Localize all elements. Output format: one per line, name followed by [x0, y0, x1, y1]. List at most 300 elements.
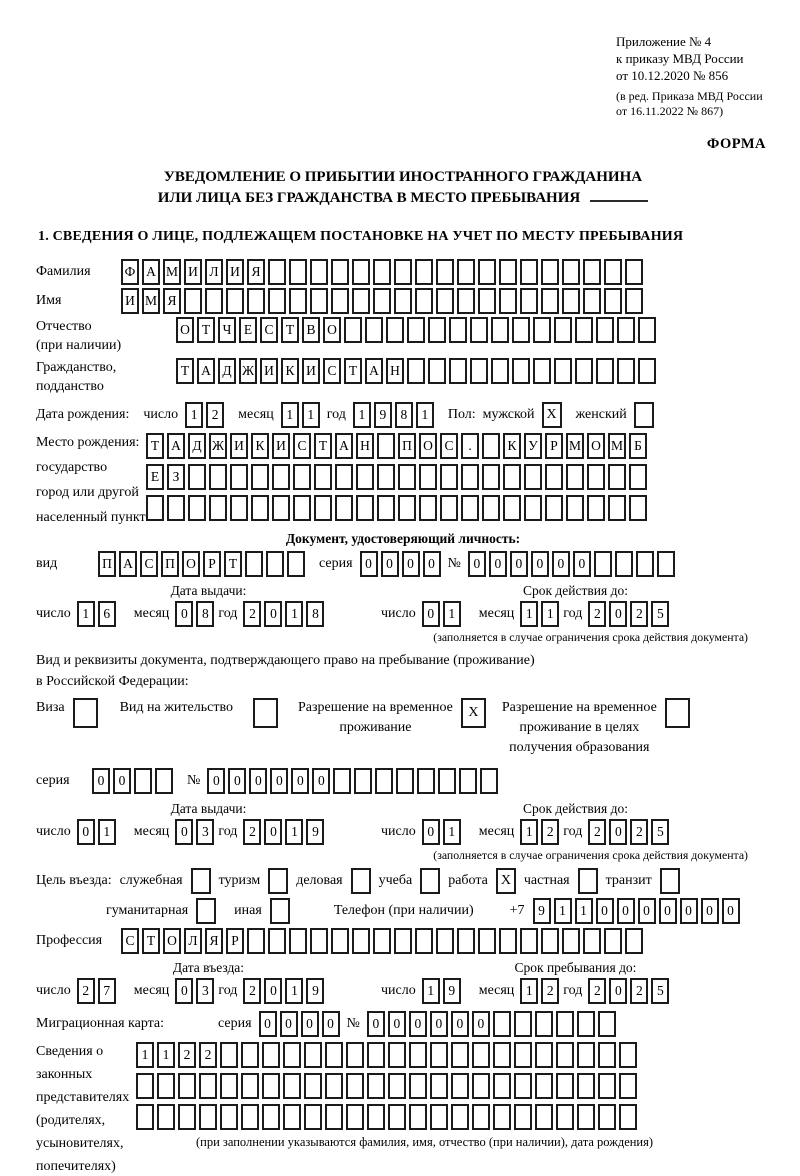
- form-cell[interactable]: [331, 259, 349, 285]
- form-cell[interactable]: 1: [416, 402, 434, 428]
- form-cell[interactable]: [251, 464, 269, 490]
- form-cell[interactable]: [377, 464, 395, 490]
- form-cell[interactable]: 8: [306, 601, 324, 627]
- form-cell[interactable]: [396, 768, 414, 794]
- form-cell[interactable]: [554, 358, 572, 384]
- form-cell[interactable]: [356, 495, 374, 521]
- form-cell[interactable]: 2: [178, 1042, 196, 1068]
- form-cell[interactable]: [367, 1073, 385, 1099]
- form-cell[interactable]: [520, 259, 538, 285]
- form-cell[interactable]: [352, 928, 370, 954]
- form-cell[interactable]: 0: [430, 1011, 448, 1037]
- form-cell[interactable]: [283, 1042, 301, 1068]
- form-cell[interactable]: О: [163, 928, 181, 954]
- form-cell[interactable]: 0: [596, 898, 614, 924]
- form-cell[interactable]: [398, 464, 416, 490]
- form-cell[interactable]: [556, 1011, 574, 1037]
- purpose-transit-checkbox[interactable]: [660, 868, 680, 894]
- form-cell[interactable]: [478, 928, 496, 954]
- form-cell[interactable]: [331, 288, 349, 314]
- form-cell[interactable]: [289, 288, 307, 314]
- form-cell[interactable]: 1: [541, 601, 559, 627]
- form-cell[interactable]: .: [461, 433, 479, 459]
- form-cell[interactable]: [419, 495, 437, 521]
- purpose-humanitarian-checkbox[interactable]: [196, 898, 216, 924]
- form-cell[interactable]: [394, 259, 412, 285]
- form-cell[interactable]: [346, 1042, 364, 1068]
- form-cell[interactable]: 9: [306, 819, 324, 845]
- form-cell[interactable]: [524, 464, 542, 490]
- form-cell[interactable]: [409, 1073, 427, 1099]
- form-cell[interactable]: [480, 768, 498, 794]
- form-cell[interactable]: [629, 495, 647, 521]
- form-cell[interactable]: [535, 1104, 553, 1130]
- form-cell[interactable]: [373, 259, 391, 285]
- form-cell[interactable]: 0: [609, 601, 627, 627]
- form-cell[interactable]: 1: [353, 402, 371, 428]
- form-cell[interactable]: К: [251, 433, 269, 459]
- form-cell[interactable]: [472, 1073, 490, 1099]
- form-cell[interactable]: 8: [196, 601, 214, 627]
- form-cell[interactable]: [226, 288, 244, 314]
- form-cell[interactable]: 0: [301, 1011, 319, 1037]
- form-cell[interactable]: [344, 317, 362, 343]
- form-cell[interactable]: [440, 464, 458, 490]
- form-cell[interactable]: [459, 768, 477, 794]
- temp-residence-checkbox[interactable]: X: [461, 698, 486, 728]
- form-cell[interactable]: [262, 1073, 280, 1099]
- form-cell[interactable]: [283, 1104, 301, 1130]
- form-cell[interactable]: 1: [554, 898, 572, 924]
- form-cell[interactable]: [388, 1104, 406, 1130]
- form-cell[interactable]: 9: [374, 402, 392, 428]
- form-cell[interactable]: П: [398, 433, 416, 459]
- purpose-study-checkbox[interactable]: [420, 868, 440, 894]
- form-cell[interactable]: 0: [552, 551, 570, 577]
- form-cell[interactable]: С: [140, 551, 158, 577]
- form-cell[interactable]: 0: [617, 898, 635, 924]
- form-cell[interactable]: [325, 1042, 343, 1068]
- form-cell[interactable]: А: [119, 551, 137, 577]
- form-cell[interactable]: [520, 288, 538, 314]
- form-cell[interactable]: [598, 1011, 616, 1037]
- form-cell[interactable]: [575, 358, 593, 384]
- form-cell[interactable]: [482, 464, 500, 490]
- form-cell[interactable]: 0: [264, 978, 282, 1004]
- form-cell[interactable]: [268, 259, 286, 285]
- form-cell[interactable]: 1: [281, 402, 299, 428]
- form-cell[interactable]: [577, 1042, 595, 1068]
- form-cell[interactable]: Д: [188, 433, 206, 459]
- form-cell[interactable]: 9: [533, 898, 551, 924]
- form-cell[interactable]: [619, 1042, 637, 1068]
- form-cell[interactable]: [657, 551, 675, 577]
- form-cell[interactable]: [428, 358, 446, 384]
- form-cell[interactable]: 0: [680, 898, 698, 924]
- form-cell[interactable]: 2: [588, 978, 606, 1004]
- form-cell[interactable]: [283, 1073, 301, 1099]
- form-cell[interactable]: Д: [218, 358, 236, 384]
- form-cell[interactable]: 2: [206, 402, 224, 428]
- form-cell[interactable]: [533, 358, 551, 384]
- form-cell[interactable]: [598, 1104, 616, 1130]
- form-cell[interactable]: [262, 1104, 280, 1130]
- form-cell[interactable]: [367, 1104, 385, 1130]
- form-cell[interactable]: [199, 1073, 217, 1099]
- form-cell[interactable]: 0: [609, 819, 627, 845]
- form-cell[interactable]: [499, 288, 517, 314]
- form-cell[interactable]: [449, 358, 467, 384]
- form-cell[interactable]: [388, 1042, 406, 1068]
- form-cell[interactable]: 1: [302, 402, 320, 428]
- form-cell[interactable]: [346, 1073, 364, 1099]
- form-cell[interactable]: 0: [609, 978, 627, 1004]
- form-cell[interactable]: [346, 1104, 364, 1130]
- form-cell[interactable]: [535, 1073, 553, 1099]
- form-cell[interactable]: К: [503, 433, 521, 459]
- form-cell[interactable]: 0: [228, 768, 246, 794]
- form-cell[interactable]: [209, 495, 227, 521]
- form-cell[interactable]: 8: [395, 402, 413, 428]
- form-cell[interactable]: 2: [588, 819, 606, 845]
- form-cell[interactable]: И: [272, 433, 290, 459]
- form-cell[interactable]: 2: [243, 978, 261, 1004]
- form-cell[interactable]: [436, 928, 454, 954]
- form-cell[interactable]: [533, 317, 551, 343]
- female-checkbox[interactable]: [634, 402, 654, 428]
- form-cell[interactable]: [625, 259, 643, 285]
- form-cell[interactable]: 0: [77, 819, 95, 845]
- form-cell[interactable]: [188, 464, 206, 490]
- form-cell[interactable]: [577, 1104, 595, 1130]
- form-cell[interactable]: [188, 495, 206, 521]
- form-cell[interactable]: Ч: [218, 317, 236, 343]
- form-cell[interactable]: [375, 768, 393, 794]
- form-cell[interactable]: [449, 317, 467, 343]
- form-cell[interactable]: 2: [77, 978, 95, 1004]
- form-cell[interactable]: [262, 1042, 280, 1068]
- form-cell[interactable]: И: [260, 358, 278, 384]
- form-cell[interactable]: [157, 1104, 175, 1130]
- form-cell[interactable]: [272, 464, 290, 490]
- form-cell[interactable]: У: [524, 433, 542, 459]
- form-cell[interactable]: 0: [701, 898, 719, 924]
- form-cell[interactable]: [167, 495, 185, 521]
- form-cell[interactable]: [583, 288, 601, 314]
- form-cell[interactable]: [436, 288, 454, 314]
- form-cell[interactable]: А: [365, 358, 383, 384]
- form-cell[interactable]: 0: [264, 601, 282, 627]
- form-cell[interactable]: [394, 288, 412, 314]
- form-cell[interactable]: [514, 1104, 532, 1130]
- form-cell[interactable]: А: [335, 433, 353, 459]
- form-cell[interactable]: 0: [422, 819, 440, 845]
- form-cell[interactable]: [241, 1104, 259, 1130]
- form-cell[interactable]: [587, 495, 605, 521]
- form-cell[interactable]: 0: [388, 1011, 406, 1037]
- form-cell[interactable]: И: [121, 288, 139, 314]
- form-cell[interactable]: [617, 358, 635, 384]
- form-cell[interactable]: И: [302, 358, 320, 384]
- form-cell[interactable]: [365, 317, 383, 343]
- form-cell[interactable]: О: [323, 317, 341, 343]
- form-cell[interactable]: [493, 1042, 511, 1068]
- form-cell[interactable]: [304, 1042, 322, 1068]
- form-cell[interactable]: Т: [314, 433, 332, 459]
- form-cell[interactable]: Р: [203, 551, 221, 577]
- form-cell[interactable]: 0: [175, 819, 193, 845]
- form-cell[interactable]: [220, 1104, 238, 1130]
- form-cell[interactable]: [335, 495, 353, 521]
- form-cell[interactable]: Р: [545, 433, 563, 459]
- form-cell[interactable]: 0: [409, 1011, 427, 1037]
- form-cell[interactable]: [562, 288, 580, 314]
- form-cell[interactable]: [415, 288, 433, 314]
- form-cell[interactable]: З: [167, 464, 185, 490]
- form-cell[interactable]: О: [419, 433, 437, 459]
- form-cell[interactable]: [556, 1104, 574, 1130]
- form-cell[interactable]: [407, 358, 425, 384]
- form-cell[interactable]: [352, 259, 370, 285]
- purpose-private-checkbox[interactable]: [578, 868, 598, 894]
- form-cell[interactable]: [386, 317, 404, 343]
- form-cell[interactable]: [545, 495, 563, 521]
- form-cell[interactable]: О: [176, 317, 194, 343]
- form-cell[interactable]: [625, 288, 643, 314]
- form-cell[interactable]: [482, 495, 500, 521]
- form-cell[interactable]: 0: [531, 551, 549, 577]
- form-cell[interactable]: 0: [249, 768, 267, 794]
- form-cell[interactable]: 2: [243, 819, 261, 845]
- form-cell[interactable]: [310, 928, 328, 954]
- form-cell[interactable]: 0: [468, 551, 486, 577]
- form-cell[interactable]: М: [566, 433, 584, 459]
- form-cell[interactable]: [554, 317, 572, 343]
- form-cell[interactable]: [524, 495, 542, 521]
- form-cell[interactable]: 1: [443, 819, 461, 845]
- form-cell[interactable]: [293, 464, 311, 490]
- form-cell[interactable]: [394, 928, 412, 954]
- form-cell[interactable]: [398, 495, 416, 521]
- form-cell[interactable]: Ж: [209, 433, 227, 459]
- form-cell[interactable]: [367, 1042, 385, 1068]
- form-cell[interactable]: 0: [402, 551, 420, 577]
- purpose-official-checkbox[interactable]: [191, 868, 211, 894]
- form-cell[interactable]: М: [163, 259, 181, 285]
- form-cell[interactable]: [230, 495, 248, 521]
- form-cell[interactable]: [209, 464, 227, 490]
- form-cell[interactable]: [377, 495, 395, 521]
- form-cell[interactable]: С: [260, 317, 278, 343]
- form-cell[interactable]: [562, 259, 580, 285]
- form-cell[interactable]: 0: [322, 1011, 340, 1037]
- form-cell[interactable]: 0: [573, 551, 591, 577]
- form-cell[interactable]: Я: [247, 259, 265, 285]
- form-cell[interactable]: А: [142, 259, 160, 285]
- form-cell[interactable]: 1: [520, 601, 538, 627]
- form-cell[interactable]: 0: [451, 1011, 469, 1037]
- form-cell[interactable]: 5: [651, 978, 669, 1004]
- form-cell[interactable]: [514, 1011, 532, 1037]
- form-cell[interactable]: 1: [157, 1042, 175, 1068]
- form-cell[interactable]: [615, 551, 633, 577]
- form-cell[interactable]: 2: [630, 978, 648, 1004]
- form-cell[interactable]: 9: [443, 978, 461, 1004]
- form-cell[interactable]: [335, 464, 353, 490]
- form-cell[interactable]: [535, 1011, 553, 1037]
- form-cell[interactable]: Р: [226, 928, 244, 954]
- form-cell[interactable]: Т: [281, 317, 299, 343]
- form-cell[interactable]: [430, 1073, 448, 1099]
- form-cell[interactable]: [304, 1104, 322, 1130]
- form-cell[interactable]: [575, 317, 593, 343]
- form-cell[interactable]: [247, 288, 265, 314]
- form-cell[interactable]: [354, 768, 372, 794]
- form-cell[interactable]: 2: [630, 819, 648, 845]
- male-checkbox[interactable]: X: [542, 402, 562, 428]
- form-cell[interactable]: [155, 768, 173, 794]
- form-cell[interactable]: [617, 317, 635, 343]
- form-cell[interactable]: [556, 1073, 574, 1099]
- form-cell[interactable]: 0: [510, 551, 528, 577]
- form-cell[interactable]: 2: [588, 601, 606, 627]
- form-cell[interactable]: 0: [381, 551, 399, 577]
- form-cell[interactable]: [587, 464, 605, 490]
- form-cell[interactable]: [241, 1042, 259, 1068]
- form-cell[interactable]: [470, 317, 488, 343]
- form-cell[interactable]: [440, 495, 458, 521]
- form-cell[interactable]: 0: [291, 768, 309, 794]
- form-cell[interactable]: [251, 495, 269, 521]
- form-cell[interactable]: Н: [356, 433, 374, 459]
- form-cell[interactable]: [293, 495, 311, 521]
- form-cell[interactable]: [178, 1104, 196, 1130]
- form-cell[interactable]: [310, 288, 328, 314]
- form-cell[interactable]: 0: [207, 768, 225, 794]
- form-cell[interactable]: В: [302, 317, 320, 343]
- form-cell[interactable]: [134, 768, 152, 794]
- form-cell[interactable]: 0: [722, 898, 740, 924]
- residence-permit-checkbox[interactable]: [253, 698, 278, 728]
- form-cell[interactable]: [325, 1073, 343, 1099]
- form-cell[interactable]: [514, 1042, 532, 1068]
- form-cell[interactable]: Л: [205, 259, 223, 285]
- form-cell[interactable]: Т: [197, 317, 215, 343]
- form-cell[interactable]: 0: [92, 768, 110, 794]
- form-cell[interactable]: [583, 259, 601, 285]
- form-cell[interactable]: [451, 1073, 469, 1099]
- form-cell[interactable]: [428, 317, 446, 343]
- form-cell[interactable]: [409, 1042, 427, 1068]
- form-cell[interactable]: 0: [367, 1011, 385, 1037]
- form-cell[interactable]: [451, 1104, 469, 1130]
- form-cell[interactable]: [352, 288, 370, 314]
- form-cell[interactable]: Т: [142, 928, 160, 954]
- form-cell[interactable]: Е: [239, 317, 257, 343]
- form-cell[interactable]: [491, 358, 509, 384]
- form-cell[interactable]: [266, 551, 284, 577]
- temp-residence-education-checkbox[interactable]: [665, 698, 690, 728]
- form-cell[interactable]: 2: [541, 819, 559, 845]
- form-cell[interactable]: [289, 259, 307, 285]
- form-cell[interactable]: 1: [98, 819, 116, 845]
- form-cell[interactable]: [325, 1104, 343, 1130]
- form-cell[interactable]: [566, 464, 584, 490]
- form-cell[interactable]: 0: [422, 601, 440, 627]
- form-cell[interactable]: 0: [175, 978, 193, 1004]
- form-cell[interactable]: Я: [163, 288, 181, 314]
- form-cell[interactable]: [596, 317, 614, 343]
- form-cell[interactable]: М: [142, 288, 160, 314]
- form-cell[interactable]: [310, 259, 328, 285]
- form-cell[interactable]: [512, 317, 530, 343]
- form-cell[interactable]: 2: [541, 978, 559, 1004]
- form-cell[interactable]: [373, 288, 391, 314]
- form-cell[interactable]: [596, 358, 614, 384]
- form-cell[interactable]: [604, 259, 622, 285]
- form-cell[interactable]: 3: [196, 978, 214, 1004]
- form-cell[interactable]: [594, 551, 612, 577]
- form-cell[interactable]: [136, 1104, 154, 1130]
- form-cell[interactable]: [205, 288, 223, 314]
- form-cell[interactable]: [583, 928, 601, 954]
- form-cell[interactable]: [230, 464, 248, 490]
- form-cell[interactable]: П: [161, 551, 179, 577]
- form-cell[interactable]: 1: [77, 601, 95, 627]
- form-cell[interactable]: 3: [196, 819, 214, 845]
- form-cell[interactable]: 1: [520, 819, 538, 845]
- form-cell[interactable]: Н: [386, 358, 404, 384]
- form-cell[interactable]: 0: [423, 551, 441, 577]
- form-cell[interactable]: [493, 1011, 511, 1037]
- form-cell[interactable]: [415, 928, 433, 954]
- form-cell[interactable]: Б: [629, 433, 647, 459]
- form-cell[interactable]: [146, 495, 164, 521]
- form-cell[interactable]: [541, 928, 559, 954]
- form-cell[interactable]: 6: [98, 601, 116, 627]
- form-cell[interactable]: [491, 317, 509, 343]
- form-cell[interactable]: [220, 1073, 238, 1099]
- form-cell[interactable]: [314, 464, 332, 490]
- form-cell[interactable]: [199, 1104, 217, 1130]
- form-cell[interactable]: [247, 928, 265, 954]
- form-cell[interactable]: [287, 551, 305, 577]
- form-cell[interactable]: [136, 1073, 154, 1099]
- form-cell[interactable]: 5: [651, 601, 669, 627]
- form-cell[interactable]: 0: [638, 898, 656, 924]
- form-cell[interactable]: [636, 551, 654, 577]
- form-cell[interactable]: [520, 928, 538, 954]
- form-cell[interactable]: [461, 495, 479, 521]
- form-cell[interactable]: 0: [264, 819, 282, 845]
- form-cell[interactable]: Л: [184, 928, 202, 954]
- form-cell[interactable]: [512, 358, 530, 384]
- form-cell[interactable]: 0: [312, 768, 330, 794]
- form-cell[interactable]: [493, 1073, 511, 1099]
- purpose-other-checkbox[interactable]: [270, 898, 290, 924]
- form-cell[interactable]: 5: [651, 819, 669, 845]
- form-cell[interactable]: [289, 928, 307, 954]
- form-cell[interactable]: М: [608, 433, 626, 459]
- form-cell[interactable]: [608, 464, 626, 490]
- form-cell[interactable]: [604, 928, 622, 954]
- form-cell[interactable]: [562, 928, 580, 954]
- form-cell[interactable]: [331, 928, 349, 954]
- form-cell[interactable]: [457, 288, 475, 314]
- form-cell[interactable]: 1: [520, 978, 538, 1004]
- form-cell[interactable]: [598, 1073, 616, 1099]
- form-cell[interactable]: 0: [659, 898, 677, 924]
